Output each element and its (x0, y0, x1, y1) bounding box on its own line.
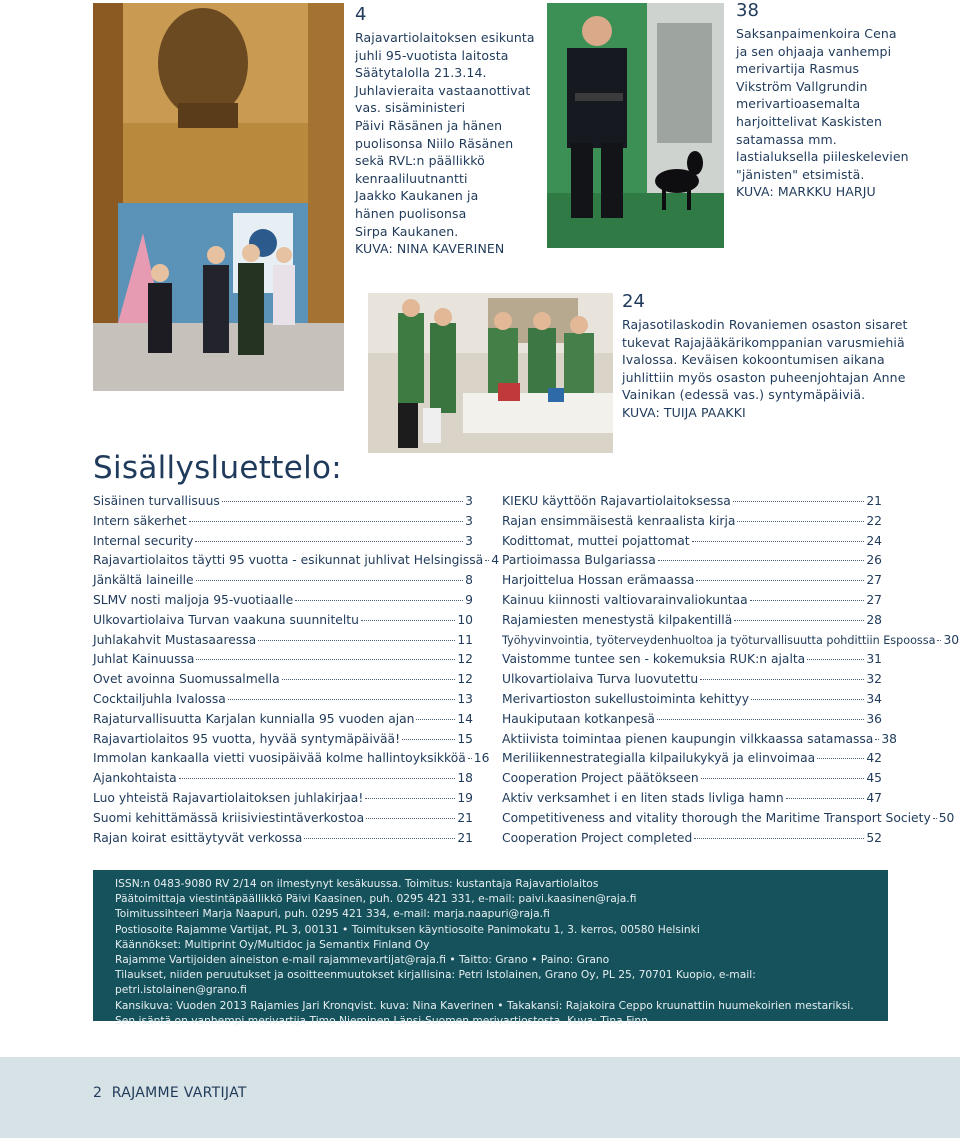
toc-entry-page: 15 (457, 731, 473, 746)
toc-leader (737, 521, 864, 522)
toc-entry[interactable] (502, 613, 882, 633)
toc-entry[interactable] (502, 514, 882, 534)
caption-line: tukevat Rajajääkärikomppanian varusmiehiä (622, 334, 905, 350)
photo-guard-dog (547, 3, 724, 248)
caption-line: juhli 95-vuotista laitosta (355, 47, 509, 63)
caption-line: lastialuksella piileskelevien (736, 149, 909, 165)
toc-entry-title: Partioimassa Bulgariassa (502, 553, 656, 568)
caption-line: puolisonsa Niilo Räsänen (355, 135, 514, 151)
toc-entry-page: 36 (866, 711, 882, 726)
caption-line: Ivalossa. Keväisen kokoontumisen aikana (622, 352, 885, 368)
toc-entry-title: Ulkovartiolaiva Turva luovutettu (502, 672, 699, 687)
page-number: 2 (93, 1085, 103, 1101)
caption-line: Säätytalolla 21.3.14. (355, 65, 487, 81)
toc-entry-page: 21 (866, 494, 882, 508)
toc-entry-title: Aktiivista toimintaa pienen kaupungin vilkkaassa satamassa (502, 731, 874, 746)
toc-entry[interactable] (93, 751, 490, 771)
toc-entry-title: KIEKU käyttöön Rajavartiolaitoksessa (502, 494, 731, 508)
toc-entry[interactable] (93, 553, 500, 573)
toc-entry-title: Rajavartiolaitos 95 vuotta, hyvää syntymäpäivää! (93, 731, 401, 746)
caption-line: Saksanpaimenkoira Cena (736, 26, 897, 41)
toc-entry-page: 27 (866, 592, 882, 607)
toc-entry[interactable] (93, 771, 473, 791)
toc-leader (196, 580, 464, 581)
toc-entry[interactable] (502, 672, 882, 692)
toc-entry[interactable] (502, 494, 882, 514)
toc-leader (933, 818, 937, 819)
toc-entry-page: 45 (866, 771, 882, 786)
toc-entry[interactable] (93, 831, 473, 851)
toc-entry[interactable] (502, 810, 955, 831)
toc-entry-title: Aktiv verksamhet i en liten stads livliga hamn (502, 790, 784, 805)
toc-entry-page: 27 (866, 573, 882, 588)
caption-line: Sirpa Kaukanen. (355, 223, 459, 239)
caption-line: "jänisten" etsimistä. (736, 166, 865, 182)
caption-line: sekä RVL:n päällikkö (355, 153, 485, 169)
toc-entry[interactable] (502, 652, 882, 672)
toc-entry-title: Rajavartiolaitos täytti 95 vuotta - esikunnat juhlivat Helsingissä (93, 553, 484, 568)
toc-entry[interactable] (502, 712, 882, 732)
toc-entry-title: Luo yhteistä Rajavartiolaitoksen juhlakirjaa! (93, 790, 364, 805)
toc-entry-page: 52 (866, 830, 882, 845)
toc-entry-title: Cocktailjuhla Ivalossa (93, 691, 226, 706)
toc-leader (366, 818, 455, 819)
photo-credit: KUVA: NINA KAVERINEN (355, 241, 505, 257)
toc-title: Sisällysluettelo: (93, 450, 342, 486)
toc-entry[interactable] (93, 633, 473, 653)
toc-entry-title: Kodittomat, muttei pojattomat (502, 533, 690, 548)
toc-entry[interactable] (502, 573, 882, 593)
toc-entry-title: Immolan kankaalla vietti vuosipäivää kolme hallintoyksikköä (93, 751, 466, 766)
toc-leader (258, 640, 455, 641)
toc-leader (189, 521, 464, 522)
caption-line: merivartioasemalta (736, 96, 861, 112)
toc-entry-page: 3 (465, 533, 473, 548)
photo-ladies-group (368, 293, 613, 453)
toc-leader (733, 501, 865, 502)
toc-entry[interactable] (93, 613, 473, 633)
toc-entry-page: 38 (881, 731, 897, 746)
toc-entry-title: Rajaturvallisuutta Karjalan kunnialla 95 vuoden ajan (93, 711, 415, 726)
photo-credit: KUVA: TUIJA PAAKKI (622, 404, 746, 420)
toc-entry-page: 26 (866, 553, 882, 568)
caption-line: Juhlavieraita vastaanottivat (355, 82, 531, 98)
toc-leader (282, 679, 456, 680)
toc-entry[interactable] (93, 672, 473, 692)
toc-entry-title: Rajamiesten menestystä kilpakentillä (502, 612, 733, 627)
toc-entry-page: 30 (943, 632, 960, 647)
toc-entry[interactable] (502, 593, 882, 613)
toc-leader (228, 699, 456, 700)
publication-info-box (93, 870, 888, 1027)
magazine-name: RAJAMME VARTIJAT (111, 1085, 247, 1101)
toc-entry-title: Juhlat Kainuussa (93, 652, 195, 667)
toc-leader (786, 798, 865, 799)
toc-leader (692, 541, 865, 542)
toc-leader (734, 620, 864, 621)
toc-entry-title: SLMV nosti maljoja 95-vuotiaalle (93, 592, 294, 607)
caption-line: Jaakko Kaukanen ja (355, 188, 479, 204)
toc-entry-page: 11 (457, 632, 473, 647)
toc-entry-title: Työhyvinvointia, työterveydenhuoltoa ja työturvallisuutta pohdittiin Espoossa (502, 633, 936, 647)
caption-line: Vikström Vallgrundin (736, 78, 868, 94)
toc-entry-title: Rajan ensimmäisestä kenraalista kirja (502, 513, 736, 528)
toc-entry-page: 9 (465, 592, 473, 607)
toc-entry-page: 34 (866, 691, 882, 706)
toc-entry[interactable] (93, 573, 473, 593)
toc-entry[interactable] (502, 692, 882, 712)
caption-line: merivartija Rasmus (736, 61, 860, 77)
toc-entry-page: 32 (866, 672, 882, 687)
toc-entry-page: 4 (491, 553, 500, 568)
toc-entry[interactable] (93, 652, 473, 672)
toc-entry-page: 42 (866, 751, 882, 766)
toc-entry-title: Haukiputaan kotkanpesä (502, 711, 655, 726)
info-line: Päätoimittaja viestintäpäällikkö Päivi Kaasinen, puh. 0295 421 331, e-mail: paivi.kaasinen@raja.fi (115, 892, 637, 906)
toc-entry-title: Merivartioston sukellustoiminta kehittyy (502, 691, 750, 706)
toc-leader (701, 778, 865, 779)
toc-leader (365, 798, 455, 799)
toc-entry-page: 31 (866, 652, 882, 667)
toc-leader (485, 560, 489, 561)
toc-leader (807, 659, 864, 660)
toc-leader (751, 699, 864, 700)
toc-entry-title: Juhlakahvit Mustasaaressa (93, 632, 257, 647)
toc-entry-title: Ulkovartiolaiva Turvan vaakuna suunniteltu (93, 612, 359, 627)
toc-leader (658, 560, 865, 561)
toc-leader (195, 541, 463, 542)
toc-entry-page: 18 (457, 771, 473, 786)
toc-entry[interactable] (502, 632, 960, 653)
caption-line: Päivi Räsänen ja hänen (355, 117, 503, 133)
toc-leader (304, 838, 455, 839)
caption-photo-4 (355, 5, 535, 258)
toc-entry[interactable] (93, 494, 473, 514)
toc-entry-page: 50 (938, 810, 955, 825)
toc-entry-title: Meriliikennestrategialla kilpailukykyä ja elinvoimaa (502, 751, 816, 766)
caption-line: ja sen ohjaaja vanhempi (736, 43, 892, 59)
toc-entry[interactable] (502, 791, 882, 811)
toc-entry[interactable] (502, 751, 882, 771)
info-line: ISSN:n 0483-9080 RV 2/14 on ilmestynyt kesäkuussa. Toimitus: kustantaja Rajavartiolaitos (115, 877, 599, 890)
toc-entry-title: Cooperation Project päätökseen (502, 771, 699, 786)
caption-line: Vainikan (edessä vas.) syntymäpäiviä. (622, 387, 866, 403)
toc-leader (295, 600, 463, 601)
toc-entry-page: 13 (457, 691, 473, 706)
toc-entry-title: Ajankohtaista (93, 771, 177, 786)
toc-entry[interactable] (502, 731, 897, 752)
toc-entry-page: 21 (457, 830, 473, 845)
toc-entry-title: Harjoittelua Hossan erämaassa (502, 573, 695, 588)
info-line: Rajamme Vartijoiden aineiston e-mail rajammevartijat@raja.fi • Taitto: Grano • Paino: Grano (115, 953, 610, 967)
toc-entry[interactable] (93, 732, 473, 752)
toc-entry[interactable] (93, 593, 473, 613)
toc-leader (937, 640, 941, 641)
toc-leader (696, 580, 864, 581)
photo-reception (93, 3, 344, 391)
toc-leader (468, 758, 472, 759)
toc-entry-page: 47 (866, 790, 882, 805)
page-footer (0, 1057, 960, 1138)
toc-entry[interactable] (502, 831, 882, 851)
toc-leader (875, 739, 879, 740)
caption-line: Rajavartiolaitoksen esikunta (355, 30, 535, 45)
toc-entry-page: 8 (465, 573, 473, 588)
toc-leader (657, 719, 864, 720)
toc-entry[interactable] (93, 811, 473, 831)
toc-entry[interactable] (93, 791, 473, 811)
publication-info-text (115, 876, 888, 1028)
toc-entry-page: 22 (866, 513, 882, 528)
toc-entry[interactable] (93, 692, 473, 712)
toc-right-column (502, 494, 960, 850)
caption-photo-24 (622, 292, 922, 422)
toc-entry-page: 19 (457, 790, 473, 805)
toc-entry-page: 12 (457, 652, 473, 667)
toc-leader (222, 501, 463, 502)
toc-entry[interactable] (93, 534, 473, 554)
toc-entry-title: Cooperation Project completed (502, 830, 693, 845)
info-line: Postiosoite Rajamme Vartijat, PL 3, 00131 • Toimituksen käyntiosoite Panimokatu 1, 3. kerros, 00580 Helsinki (115, 922, 700, 936)
toc-leader (416, 719, 455, 720)
info-line: Kansikuva: Vuoden 2013 Rajamies Jari Kronqvist. kuva: Nina Kaverinen • Takakansi: Rajakoira Ceppo kruunattiin huumekoirien mestariksi. (115, 998, 854, 1012)
toc-leader (700, 679, 864, 680)
info-line: Sen isäntä on vanhempi merivartija Timo Nieminen Länsi-Suomen merivartiostosta. Kuva: Tina Finn (115, 1013, 648, 1027)
toc-entry[interactable] (93, 514, 473, 534)
toc-entry-page: 21 (457, 810, 473, 825)
toc-entry-title: Kainuu kiinnosti valtiovarainvaliokuntaa (502, 592, 748, 607)
toc-entry-title: Intern säkerhet (93, 513, 187, 528)
toc-entry-title: Vaistomme tuntee sen - kokemuksia RUK:n ajalta (502, 652, 806, 667)
toc-entry[interactable] (502, 771, 882, 791)
info-line: Tilaukset, niiden peruutukset ja osoitteenmuutokset kirjallisina: Petri Istolainen, Grano Oy, PL 25, 70701 Kuopio, e-mail: petri.istolainen@grano.fi (115, 968, 756, 997)
toc-leader (196, 659, 455, 660)
caption-page-number: 24 (622, 291, 646, 312)
toc-entry-title: Competitiveness and vitality thorough the Maritime Transport Society (502, 810, 931, 825)
toc-leader (402, 739, 455, 740)
toc-leader (179, 778, 456, 779)
toc-leader (694, 838, 864, 839)
footer-page-label (93, 1085, 247, 1101)
caption-line: harjoittelivat Kaskisten (736, 113, 882, 129)
toc-entry-page: 3 (465, 494, 473, 508)
toc-entry[interactable] (502, 553, 882, 573)
photo-credit: KUVA: MARKKU HARJU (736, 184, 876, 200)
toc-entry-page: 28 (866, 612, 882, 627)
toc-entry-title: Rajan koirat esittäytyvät verkossa (93, 830, 303, 845)
toc-entry-title: Ovet avoinna Suomussalmella (93, 672, 280, 687)
toc-entry-page: 10 (457, 612, 473, 627)
toc-entry-page: 12 (457, 672, 473, 687)
info-line: Toimitussihteeri Marja Naapuri, puh. 0295 421 334, e-mail: marja.naapuri@raja.fi (115, 907, 550, 921)
toc-leader (750, 600, 865, 601)
caption-line: hänen puolisonsa (355, 205, 467, 221)
toc-entry-page: 16 (473, 751, 490, 766)
toc-entry-title: Jänkältä laineille (93, 573, 194, 588)
caption-page-number: 4 (355, 4, 367, 25)
caption-line: juhlittiin myös osaston puheenjohtajan Anne (622, 369, 906, 385)
toc-entry-title: Sisäinen turvallisuus (93, 494, 220, 508)
toc-leader (817, 758, 864, 759)
toc-left-column (93, 494, 500, 850)
caption-line: satamassa mm. (736, 131, 837, 147)
caption-line: kenraaliluutnantti (355, 170, 468, 186)
caption-line: Rajasotilaskodin Rovaniemen osaston sisaret (622, 317, 908, 332)
toc-leader (361, 620, 455, 621)
caption-line: vas. sisäministeri (355, 100, 466, 116)
caption-photo-38 (736, 1, 936, 201)
toc-entry[interactable] (502, 534, 882, 554)
info-line: Käännökset: Multiprint Oy/Multidoc ja Semantix Finland Oy (115, 937, 430, 951)
caption-page-number: 38 (736, 0, 760, 21)
toc-entry-title: Suomi kehittämässä kriisiviestintäverkostoa (93, 810, 365, 825)
toc-entry-page: 24 (866, 533, 882, 548)
toc-entry[interactable] (93, 712, 473, 732)
toc-entry-title: Internal security (93, 533, 194, 548)
toc-entry-page: 14 (457, 711, 473, 726)
toc-entry-page: 3 (465, 513, 473, 528)
